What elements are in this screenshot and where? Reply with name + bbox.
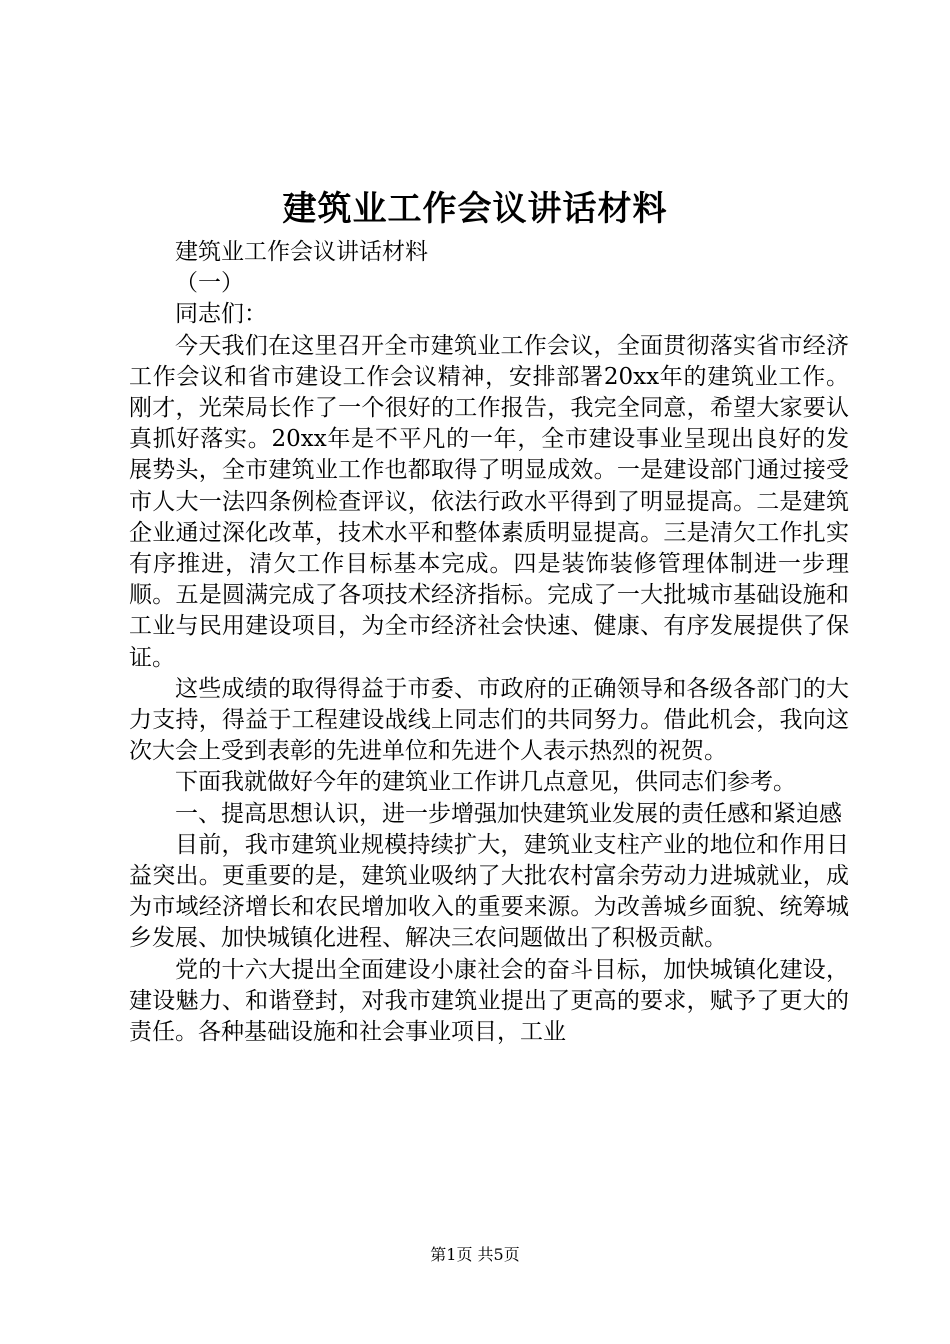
paragraph-section-number: （一） <box>175 270 244 297</box>
paragraph-heading-one: 一、提高思想认识，进一步增强加快建筑业发展的责任感和紧迫感 <box>175 800 842 827</box>
document-body <box>129 237 849 1048</box>
paragraph-subtitle: 建筑业工作会议讲话材料 <box>175 239 428 265</box>
document-title: 建筑业工作会议讲话材料 <box>282 189 668 229</box>
page-footer: 第1页 共5页 <box>430 1245 520 1264</box>
paragraph-salutation: 同志们： <box>175 301 267 328</box>
paragraph-current-status: 目前，我市建筑业规模持续扩大，建筑业支柱产业的地位和作用日益突出。更重要的是，建筑业吸纳了大批农村富余劳动力进城就业，成为市域经济增长和农民增加收入的重要来源。为改善城乡面貌、统筹城乡发展、加快城镇化进程、解决三农问题做出了积极贡献。 <box>129 831 849 952</box>
paragraph-achievements: 这些成绩的取得得益于市委、市政府的正确领导和各级各部门的大力支持，得益于工程建设战线上同志们的共同努力。借此机会，我向这次大会上受到表彰的先进单位和先进个人表示热烈的祝贺。 <box>129 675 849 765</box>
paragraph-intro-points: 下面我就做好今年的建筑业工作讲几点意见，供同志们参考。 <box>175 769 796 796</box>
paragraph-party-goals: 党的十六大提出全面建设小康社会的奋斗目标，加快城镇化建设，建设魅力、和谐登封，对我市建筑业提出了更高的要求，赋予了更大的责任。各种基础设施和社会事业项目，工业 <box>129 956 849 1046</box>
paragraph-opening: 今天我们在这里召开全市建筑业工作会议，全面贯彻落实省市经济工作会议和省市建设工作会议精神，安排部署20xx年的建筑业工作。刚才，光荣局长作了一个很好的工作报告，我完全同意，希望大家要认真抓好落实。20xx年是不平凡的一年，全市建设事业呈现出良好的发展势头，全市建筑业工作也都取得了明显成效。一是建设部门通过接受市人大一法四条例检查评议，依法行政水平得到了明显提高。二是建筑企业通过深化改革，技术水平和整体素质明显提高。三是清欠工作扎实有序推进，清欠工作目标基本完成。四是装饰装修管理体制进一步理顺。五是圆满完成了各项技术经济指标。完成了一大批城市基础设施和工业与民用建设项目，为全市经济社会快速、健康、有序发展提供了保证。 <box>129 332 849 671</box>
